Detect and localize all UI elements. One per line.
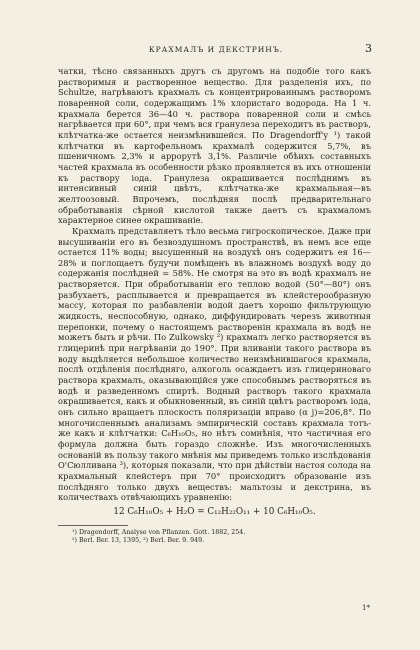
page-number: 3 [365, 42, 372, 55]
body-paragraph: чатки, тѣсно связанныхъ другъ съ другомъ на подобіе того какъ растворимыя и растворенное вещество. Для разделенія ихъ, по Schultze, нагрѣваютъ крахмалъ съ концентрированнымъ растворомъ поваренной соли, содержащимъ 1% хлористаго водорода. На 1 ч. крахмала берется 36—40 ч. раствора поваренной соли и смѣсь нагрѣвается при 60°, при чемъ вся гранулеза переходитъ въ растворъ, клѣтчатка-же остается неизмѣнившейся. По Dragendorff'у ¹) такой клѣтчатки въ картофельномъ крахмалѣ содержится 5,7%, въ пшеничномъ 2,3% и аррорутѣ 3,1%. Различіе обѣихъ составныхъ частей крахмала въ особенности рѣзко проявляется въ ихъ отношеніи къ раствору іода. Гранулеза окрашивается послѣднимъ въ интенсивный синій цвѣтъ, клѣтчатка-же крахмальная—въ желтоозовый. Впрочемъ, послѣдняя послѣ предварительнаго обработыванія сѣрной кислотой также даетъ съ крахмаломъ характерное синее окрашиваніе. [58, 66, 371, 226]
chemical-equation: 12 C₆H₁₀O₅ + H₂O = C₁₂H₂₂O₁₁ + 10 C₆H₁₀O₅. [113, 506, 316, 517]
signature-mark: 1* [362, 604, 370, 612]
body-paragraph: Крахмалъ представляетъ тѣло весьма гигроскопическое. Даже при высушиваніи его въ безвоздушномъ пространствѣ, въ немъ все еще остается 11% воды; высушенный на воздухѣ онъ содержитъ ея 16—28% и поглощаетъ будучи помѣщенъ въ влажномъ воздухѣ воду до содержанія послѣдней = 58%. Не смотря на это въ водѣ крахмалъ не растворяется. При обработываніи его теплою водой (50°—80°) онъ разбухаетъ, расплывается и превращается въ клейстерообразную массу, которая по разбавленіи водой даетъ хорошо фильтрующую жидкость, неспособную, однако, диффундировать черезъ животныя перепонки, почему о настоящемъ растворенін крахмала въ водѣ не можетъ быть и рѣчи. По Zulkowsky ²) крахмалъ легко растворяется въ глицеринѣ при нагрѣваніи до 190°. При вливаніи такого раствора въ воду выдѣляется небольшое количество неизмѣнившагося крахмала, послѣ отдѣленія послѣдняго, алкоголь осаждаетъ изъ глицериноваго раствора крахмалъ, оказывающійся уже способнымъ растворяться въ водѣ и разведенномъ спиртѣ. Водный растворъ такого крахмала окрашивается, какъ и обыкновенный, въ синій цвѣтъ растворомъ іода, онъ сильно вращаетъ плоскость поляризаціи вправо (α j)=206,8°. По многочисленнымъ анализамъ эмпирическій составъ крахмала тотъ-же какъ и клѣтчатки: C₆H₁₀O₅, но нѣтъ сомнѣнія, что частичная его формула должна быть гораздо сложнѣе. Изъ многочисленныхъ основаній въ пользу такого мнѣнія мы приведемъ только изслѣдованія О'Сюлливана ³), которыя показали, что при дѣйствіи настоя солода на крахмальный клейстеръ при 70° происходитъ образованіе изъ послѣдняго только двухъ веществъ: мальтозы и декстрина, въ количествахъ отвѣчающихъ уравненію: [58, 225, 371, 503]
running-title: КРАХМАЛЪ И ДЕКСТРИНЪ. [148, 45, 284, 54]
page-body [58, 66, 371, 545]
page-header [60, 44, 372, 58]
footnote: ²) Berl. Ber. 13, 1395, ³) Berl. Ber. 9. 949. [72, 537, 205, 545]
footnote-divider [58, 525, 128, 526]
footnote: ¹) Dragendorff, Analyse von Pflanzen. Gott. 1882, 254. [72, 528, 246, 536]
